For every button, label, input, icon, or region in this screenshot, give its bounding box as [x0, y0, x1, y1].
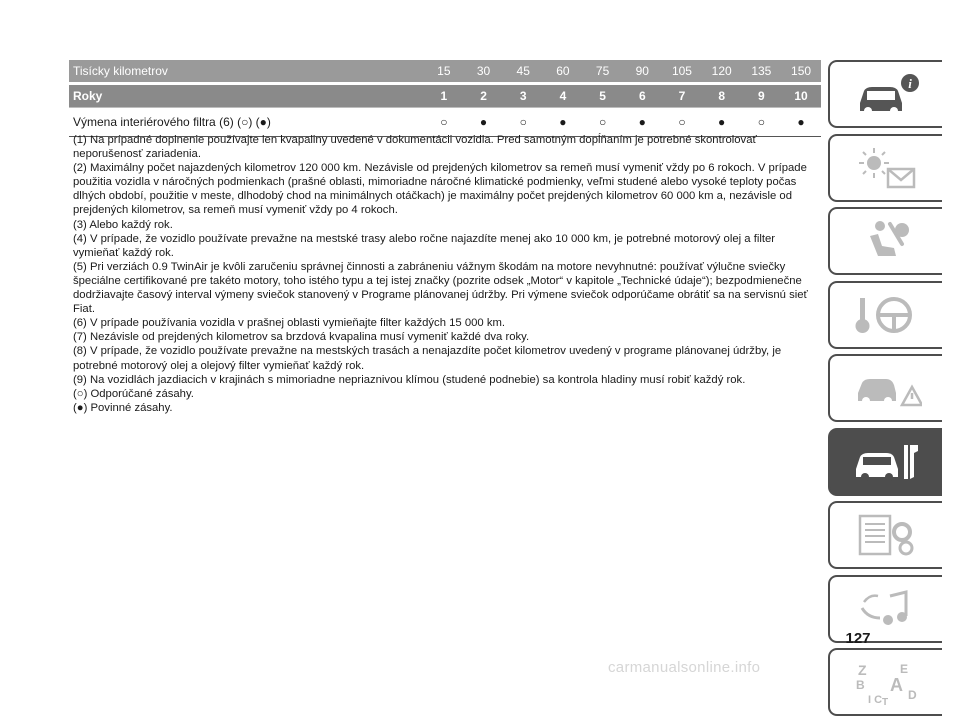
- tab-emergency[interactable]: [828, 354, 942, 422]
- filter-interval-cell: ○: [598, 115, 607, 129]
- year-cell: 8: [718, 89, 725, 103]
- footnote: (9) Na vozidlách jazdiacich v krajinách s mimoriadne nepriaznivou klímou (studené podnebie) sa kontrola hladiny musí robiť každý rok.: [73, 373, 746, 386]
- footnote: (5) Pri verziách 0.9 TwinAir je kvôli zaručeniu správnej činnosti a zabráneniu vážnym škodám na motore nevyhnutné: používať výlučne sviečky špeciálne certifikované pre takéto motory, toho istého typu a tej istej značky (pozrite odsek „Motor“ v kapitole „Technické údaje“); bezpodmienečne dodržiavajte časový interval výmeny sviečok stanovený v Programe plánovanej údržby. Pri výmene sviečok odporúčame obrátiť sa na servisnú sieť Fiat.: [73, 260, 808, 316]
- km-cell: 90: [635, 64, 649, 78]
- year-cell: 7: [678, 89, 686, 103]
- svg-text:E: E: [900, 662, 909, 676]
- tab-maintenance[interactable]: [828, 428, 942, 496]
- footnote: (●) Povinné zásahy.: [73, 401, 173, 414]
- filter-interval-cell: ○: [440, 115, 448, 129]
- tab-technical-data[interactable]: [828, 501, 942, 569]
- cabin-filter-label: Výmena interiérového filtra (6) (○) (●): [73, 115, 271, 129]
- filter-interval-cell: ●: [479, 115, 488, 129]
- warning-lights-envelope-icon: [850, 143, 922, 193]
- tab-index[interactable]: [828, 648, 942, 716]
- car-wrench-icon: [850, 437, 922, 487]
- specs-gears-icon: [850, 510, 922, 560]
- svg-text:i: i: [908, 76, 912, 91]
- svg-text:B: B: [856, 678, 865, 692]
- alphabetical-index-icon: [850, 657, 922, 707]
- km-cell: 60: [556, 64, 570, 78]
- footnote: (6) V prípade používania vozidla v prašnej oblasti vymieňajte filter každých 15 000 km.: [73, 317, 506, 330]
- filter-interval-cell: ○: [519, 115, 527, 129]
- year-cell: 9: [758, 89, 765, 103]
- year-cell: 5: [599, 89, 606, 103]
- years-label: Roky: [73, 89, 103, 103]
- car-crash-warning-icon: [850, 363, 922, 413]
- maintenance-table: [69, 60, 821, 137]
- filter-interval-cell: ●: [718, 115, 726, 129]
- seat-airbag-icon: [850, 216, 922, 266]
- year-cell: 10: [794, 89, 808, 103]
- kilometers-label: Tisícky kilometrov: [73, 64, 168, 78]
- filter-interval-cell: ●: [797, 115, 805, 129]
- km-cell: 135: [751, 64, 772, 78]
- km-cell: 150: [791, 64, 812, 78]
- table-row-kilometers: [69, 60, 821, 82]
- svg-text:D: D: [908, 688, 917, 702]
- svg-text:Z: Z: [858, 662, 867, 678]
- footnote: (2) Maximálny počet najazdených kilometrov 120 000 km. Nezávisle od prejdených kilometrov sa remeň musí vymeniť vždy po 6 rokoch. V prípade použitia vozidla v náročných podmienkach (prašné oblasti, mimoriadne náročné klimatické podmienky, veľmi studené alebo vysoké teploty počas dlhých období, použitie v meste, dlhodobý chod na minimálnych otáčkach) je maximálny počet prejdených kilometrov 60 000 km a, nezávisle od prejdených kilometrov, sa remeň musí vymeniť vždy po 4 rokoch.: [73, 162, 807, 217]
- tab-starting-driving[interactable]: [828, 281, 942, 349]
- tab-dashboard[interactable]: [828, 60, 942, 128]
- footnote: (4) V prípade, že vozidlo používate prevažne na mestské trasy alebo ročne najazdíte menej ako 10 000 km, je potrebné motorový olej a filter vymieňať každý rok.: [73, 232, 776, 259]
- km-cell: 105: [671, 64, 692, 78]
- watermark: carmanualsonline.info: [608, 659, 761, 676]
- page-number: 127: [845, 630, 871, 647]
- filter-interval-cell: ●: [638, 115, 646, 129]
- km-cell: 30: [476, 64, 491, 78]
- km-cell: 75: [595, 64, 610, 78]
- year-cell: 2: [480, 89, 487, 103]
- filter-interval-cell: ○: [757, 115, 765, 129]
- filter-interval-cell: ●: [559, 115, 567, 129]
- chapter-tabs: [828, 60, 942, 722]
- car-info-icon: [850, 69, 922, 119]
- footnotes: [73, 133, 818, 415]
- svg-text:T: T: [882, 697, 889, 707]
- km-cell: 15: [437, 64, 451, 78]
- svg-text:I C: I C: [868, 694, 883, 706]
- filter-interval-cell: ○: [678, 115, 686, 129]
- key-steering-wheel-icon: [850, 290, 922, 340]
- table-row-years: [69, 85, 821, 107]
- year-cell: 4: [559, 89, 567, 103]
- svg-text:A: A: [890, 675, 903, 695]
- footnote: (1) Na prípadné doplnenie používajte len kvapaliny uvedené v dokumentácii vozidla. Pred samotným dopĺňaním je potrebné skontrolovať neporušenosť zariadenia.: [73, 134, 757, 161]
- footnote: (○) Odporúčané zásahy.: [73, 387, 194, 400]
- footnote: (7) Nezávisle od prejdených kilometrov sa brzdová kvapalina musí vymeniť každé dva roky.: [73, 331, 530, 344]
- tab-safety[interactable]: [828, 207, 942, 275]
- footnote: (3) Alebo každý rok.: [73, 218, 173, 231]
- audio-phone-icon: [850, 584, 922, 634]
- year-cell: 1: [440, 89, 448, 103]
- tab-warnings[interactable]: [828, 134, 942, 202]
- year-cell: 6: [638, 89, 646, 103]
- km-cell: 45: [516, 64, 530, 78]
- footnote: (8) V prípade, že vozidlo používate prevažne na mestských trasách a nenajazdíte počet kilometrov uvedený v programe plánovanej údržby, je potrebné motorový olej a olejový filter vymieňať každý rok.: [73, 345, 782, 372]
- km-cell: 120: [711, 64, 732, 78]
- year-cell: 3: [519, 89, 527, 103]
